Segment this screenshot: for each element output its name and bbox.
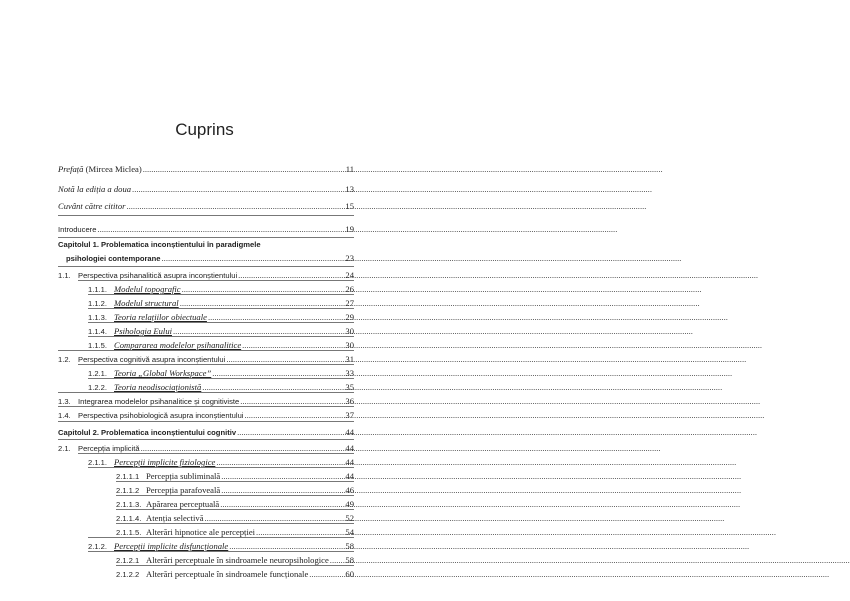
section-number: 2.1.1.1	[116, 472, 140, 481]
divider	[58, 421, 354, 422]
section-number: 2.1.2.2	[116, 570, 140, 579]
toc-entry[interactable]	[88, 284, 354, 294]
leader-dots	[97, 224, 344, 234]
toc-entry-label: Compararea modelelor psihanalitice	[114, 340, 242, 350]
divider	[116, 523, 354, 524]
divider	[116, 495, 354, 496]
toc-entry-label: Psihologia Eului	[114, 326, 173, 336]
toc-entry[interactable]	[88, 382, 354, 392]
leader-dots	[208, 312, 344, 322]
toc-page-number: 13	[345, 184, 354, 194]
toc-page-number: 60	[345, 569, 354, 579]
leader-dots	[180, 298, 345, 308]
divider	[78, 453, 354, 454]
toc-entry-label: Notă la ediția a doua	[58, 184, 132, 194]
toc-entry[interactable]	[116, 527, 354, 537]
toc-entry[interactable]	[116, 513, 354, 523]
toc-entry[interactable]	[58, 354, 354, 364]
leader-dots	[226, 354, 344, 364]
toc-entry-label: Percepția parafoveală	[146, 485, 221, 495]
toc-page-number: 44	[345, 457, 354, 467]
toc-entry[interactable]	[58, 443, 354, 453]
section-number: 2.1.1.	[88, 458, 107, 467]
toc-page-number: 29	[345, 312, 354, 322]
divider	[88, 336, 354, 337]
page-title: Cuprins	[175, 120, 234, 139]
section-number: 1.3.	[58, 397, 71, 406]
divider	[116, 481, 354, 482]
leader-dots	[256, 527, 344, 537]
toc-page-number: 36	[345, 396, 354, 406]
toc-page-number: 52	[345, 513, 354, 523]
toc-page-number: 58	[345, 541, 354, 551]
toc-entry-label: Modelul topografic	[114, 284, 181, 294]
toc-page-number: 30	[345, 326, 354, 336]
leader-dots	[212, 368, 344, 378]
toc-page-number: 49	[345, 499, 354, 509]
toc-entry[interactable]	[58, 270, 354, 280]
table-of-contents	[0, 0, 409, 601]
section-number: 1.1.1.	[88, 285, 107, 294]
leader-dots	[162, 253, 345, 263]
leader-dots	[330, 555, 345, 565]
toc-entry-label: Atenția selectivă	[146, 513, 204, 523]
section-number: 1.4.	[58, 411, 71, 420]
toc-entry-label: Prefață (Mircea Miclea)	[58, 164, 142, 174]
toc-entry-introducere[interactable]	[58, 224, 354, 234]
toc-entry[interactable]	[116, 555, 354, 565]
toc-entry[interactable]	[58, 396, 354, 406]
toc-page-number: 37	[345, 410, 354, 420]
toc-entry-label: Apărarea perceptuală	[146, 499, 220, 509]
toc-entry[interactable]	[88, 541, 354, 551]
toc-entry-label: Percepția implicită	[78, 444, 140, 453]
divider	[88, 322, 354, 323]
section-number: 1.1.4.	[88, 327, 107, 336]
toc-entry[interactable]	[88, 326, 354, 336]
toc-entry-prefata[interactable]	[58, 164, 354, 174]
toc-page-number: 24	[345, 270, 354, 280]
divider	[88, 308, 354, 309]
section-number: 1.2.2.	[88, 383, 107, 392]
toc-entry-label: Percepția subliminală	[146, 471, 221, 481]
divider	[116, 509, 354, 510]
divider	[116, 565, 354, 566]
chapter-heading[interactable]: Capitolul 1. Problematica inconștientului în paradigmele	[58, 240, 261, 249]
toc-entry[interactable]	[88, 298, 354, 308]
section-number: 1.1.3.	[88, 313, 107, 322]
toc-page-number: 44	[345, 427, 354, 437]
toc-page-number: 46	[345, 485, 354, 495]
toc-entry-label: Alterări perceptuale în sindroamele funcționale	[146, 569, 309, 579]
section-number: 2.1.1.3.	[116, 500, 142, 509]
toc-page-number: 30	[345, 340, 354, 350]
toc-entry-label: Introducere	[58, 225, 97, 234]
divider	[58, 215, 354, 216]
leader-dots	[229, 541, 344, 551]
leader-dots	[205, 513, 345, 523]
section-number: 2.1.	[58, 444, 71, 453]
leader-dots	[221, 471, 344, 481]
divider	[88, 294, 354, 295]
toc-entry-label: Percepții implicite fiziologice	[114, 457, 216, 467]
divider	[58, 439, 354, 440]
section-number: 1.1.	[58, 271, 71, 280]
chapter-heading[interactable]	[58, 427, 354, 437]
toc-entry-label: Alterări perceptuale în sindroamele neuropsihologice	[146, 555, 329, 565]
toc-entry-label: Perspectiva psihanalitică asupra inconștientului	[78, 271, 238, 280]
divider	[58, 266, 354, 267]
toc-entry-label: Alterări hipnotice ale percepției	[146, 527, 256, 537]
toc-entry[interactable]	[88, 368, 354, 378]
leader-dots	[216, 457, 344, 467]
section-number: 2.1.2.1	[116, 556, 140, 565]
leader-dots	[141, 443, 345, 453]
toc-page-number: 54	[345, 527, 354, 537]
toc-page-number: 44	[345, 471, 354, 481]
leader-dots	[182, 284, 345, 294]
toc-page-number: 31	[345, 354, 354, 364]
divider	[78, 280, 354, 281]
section-number: 2.1.2.	[88, 542, 107, 551]
toc-page-number: 35	[345, 382, 354, 392]
toc-page-number: 26	[345, 284, 354, 294]
toc-entry[interactable]	[116, 485, 354, 495]
leader-dots	[132, 184, 344, 194]
divider	[58, 392, 354, 393]
toc-entry-label: Teoria „Global Workspace”	[114, 368, 212, 378]
section-number: 1.1.5.	[88, 341, 107, 350]
toc-page-number: 33	[345, 368, 354, 378]
chapter-heading-line2[interactable]	[66, 253, 354, 263]
toc-page-number: 58	[345, 555, 354, 565]
toc-entry[interactable]	[116, 569, 354, 579]
toc-page-number: 19	[345, 224, 354, 234]
toc-entry[interactable]	[58, 410, 354, 420]
leader-dots	[143, 164, 345, 174]
leader-dots	[309, 569, 344, 579]
toc-entry-label: Integrarea modelelor psihanalitice și cognitiviste	[78, 397, 240, 406]
toc-entry-label: Capitolul 2. Problematica inconștientului cognitiv	[58, 428, 237, 437]
leader-dots	[220, 499, 344, 509]
divider	[58, 406, 354, 407]
section-number: 1.1.2.	[88, 299, 107, 308]
toc-entry-cuvant[interactable]	[58, 201, 354, 211]
section-number: 2.1.1.5.	[116, 528, 142, 537]
toc-entry-label: Percepții implicite disfuncționale	[114, 541, 229, 551]
leader-dots	[202, 382, 344, 392]
divider	[58, 350, 354, 351]
leader-dots	[242, 340, 344, 350]
section-number: 1.2.1.	[88, 369, 107, 378]
leader-dots	[221, 485, 344, 495]
divider	[88, 551, 354, 552]
leader-dots	[173, 326, 344, 336]
toc-entry-label: psihologiei contemporane	[66, 254, 161, 263]
leader-dots	[244, 410, 344, 420]
leader-dots	[126, 201, 344, 211]
toc-page-number: 15	[345, 201, 354, 211]
toc-page-number: 23	[345, 253, 354, 263]
divider	[88, 537, 354, 538]
leader-dots	[238, 270, 344, 280]
toc-entry-label: Teoria neodisociaționistă	[114, 382, 202, 392]
toc-entry-label: Modelul structural	[114, 298, 179, 308]
toc-entry[interactable]	[88, 340, 354, 350]
toc-entry-label: Teoria relațiilor obiectuale	[114, 312, 207, 322]
toc-entry[interactable]	[88, 312, 354, 322]
toc-entry-label: Cuvânt către cititor	[58, 201, 126, 211]
toc-entry[interactable]	[116, 471, 354, 481]
toc-page-number: 27	[345, 298, 354, 308]
divider	[88, 467, 354, 468]
toc-entry[interactable]	[88, 457, 354, 467]
section-number: 2.1.1.2	[116, 486, 140, 495]
leader-dots	[237, 427, 344, 437]
toc-entry-label: Perspectiva cognitivă asupra inconștientului	[78, 355, 226, 364]
divider	[78, 364, 354, 365]
toc-entry-nota[interactable]	[58, 184, 354, 194]
divider	[58, 237, 354, 238]
leader-dots	[240, 396, 344, 406]
section-number: 1.2.	[58, 355, 71, 364]
toc-entry[interactable]	[116, 499, 354, 509]
section-number: 2.1.1.4.	[116, 514, 142, 523]
toc-page-number: 44	[345, 443, 354, 453]
divider	[88, 378, 354, 379]
toc-page-number: 11	[345, 164, 354, 174]
toc-entry-label: Perspectiva psihobiologică asupra inconștientului	[78, 411, 244, 420]
